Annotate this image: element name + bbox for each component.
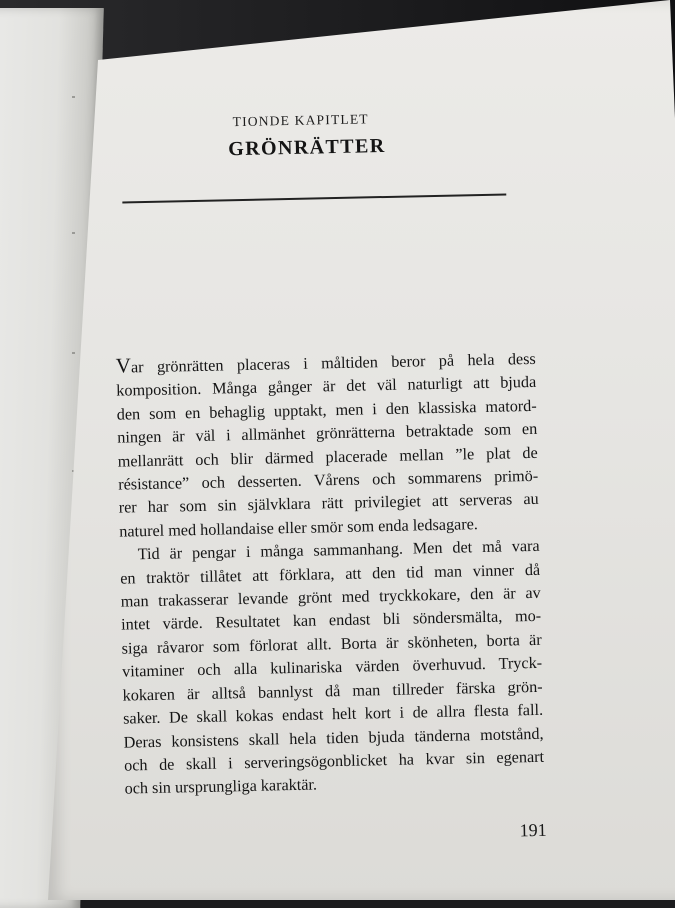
chapter-title: GRÖNRÄTTER: [228, 134, 386, 161]
chapter-rule: [122, 193, 506, 203]
page-number: 191: [519, 819, 547, 841]
text-line: ningen är väl i allmänhet grönrätterna betraktade som en: [117, 420, 538, 447]
body-text: [116, 346, 545, 801]
text-line: man trakasserar levande grönt med tryckkokare, den är av: [120, 583, 541, 611]
text-line: en traktör tillåtet att förklara, att den tid man vinner då: [120, 560, 541, 588]
text-line: Deras konsistens skall hela tiden bjuda tänderna motstånd,: [123, 724, 544, 752]
text-line: kokaren är alltså bannlyst då man tillreder färska grön-: [122, 677, 543, 705]
text-line: Tid är pengar i många sammanhang. Men det må vara: [137, 537, 540, 564]
text-line: komposition. Många gånger är det väl naturligt att bjuda: [116, 373, 537, 401]
text-line: den som en behaglig upptakt, men i den klassiska matord-: [116, 396, 537, 424]
text-line: Var grönrätten placeras i måltiden beror på hela dess: [115, 349, 536, 378]
text-line: saker. De skall kokas endast helt kort i de allra flesta fall.: [122, 700, 544, 728]
text-line: intet värde. Resultatet kan endast bli söndersmälta, mo-: [121, 607, 542, 635]
text-line: och sin ursprungliga karaktär.: [124, 775, 318, 798]
text-line: vitaminer och alla kulinariska värden överhuvud. Tryck-: [121, 654, 543, 681]
text-line: siga råvaror som förlorat allt. Borta är skönheten, borta är: [121, 630, 542, 658]
text-line: och de skall i serveringsögonblicket ha kvar sin egenart: [123, 747, 545, 775]
dropcap: V: [115, 353, 132, 378]
text-line: résistance” och desserten. Vårens och sommarens primö-: [118, 466, 539, 494]
chapter-label: TIONDE KAPITLET: [232, 111, 369, 130]
text-line: naturel med hollandaise eller smör som enda ledsagare.: [119, 514, 479, 541]
text-line: mellanrätt och blir därmed placerade mellan ”le plat de: [117, 443, 538, 471]
text-line: rer har som sin självklara rätt privilegiet att serveras au: [118, 490, 539, 518]
